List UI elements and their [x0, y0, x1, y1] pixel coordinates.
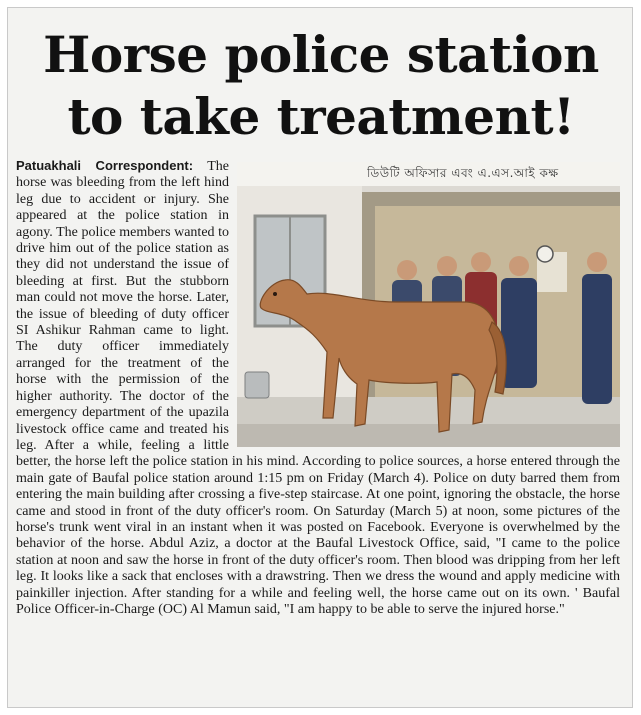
photo-illustration	[237, 162, 620, 447]
article-text: The horse was bleeding from the left hind leg due to accident or injury. She appeared at the police station in agony. The police members wanted to drive him out of the police station as they did not understand the issue of bleeding at first. But the stubborn man could not move the horse. Later, the issue of bleeding of duty officer SI Ashikur Rahman came to light. The duty officer immediately arranged for the treatment of the horse with the permission of the higher authority. The doctor of the emergency department of the upazila livestock office came and treated his leg. After a while, feeling a little better, the horse left the police station in his mind. According to police sources, a horse entered through the main gate of Baufal police station around 1:15 pm on Friday (March 4). Police on duty barred them from entering the main building after crossing a five-step staircase. At one point, ignoring the obstacle, the horse came and stood in front of the duty officer's room. On Saturday (March 5) at noon, some pictures of the horse's trunk went viral in an instant when it was posted on Facebook. Everyone is overwhelmed by the behavior of the horse. Abdul Aziz, a doctor at the Baufal Livestock Office, said, "I came to the police station at noon and saw the horse in front of the duty officer's room. Then blood was dripping from her left leg. It looks like a sack that encloses with a drawstring. Then we dress the wound and apply medicine with painkiller injection. After standing for a while and feeling well, the horse came out on its own. ' Baufal Police Officer-in-Charge (OC) Al Mamun said, "I am happy to be able to serve the injured horse."	[16, 159, 620, 617]
news-photo	[237, 162, 620, 447]
headline-line-2: to take treatment!	[67, 87, 575, 146]
headline-line-1: Horse police station	[43, 25, 599, 84]
photo-sign-text: ডিউটি অফিসার এবং এ.এস.আই কক্ষ	[367, 166, 559, 180]
byline: Patuakhali Correspondent:	[16, 158, 194, 173]
headline	[8, 24, 634, 148]
article-body	[16, 158, 620, 618]
